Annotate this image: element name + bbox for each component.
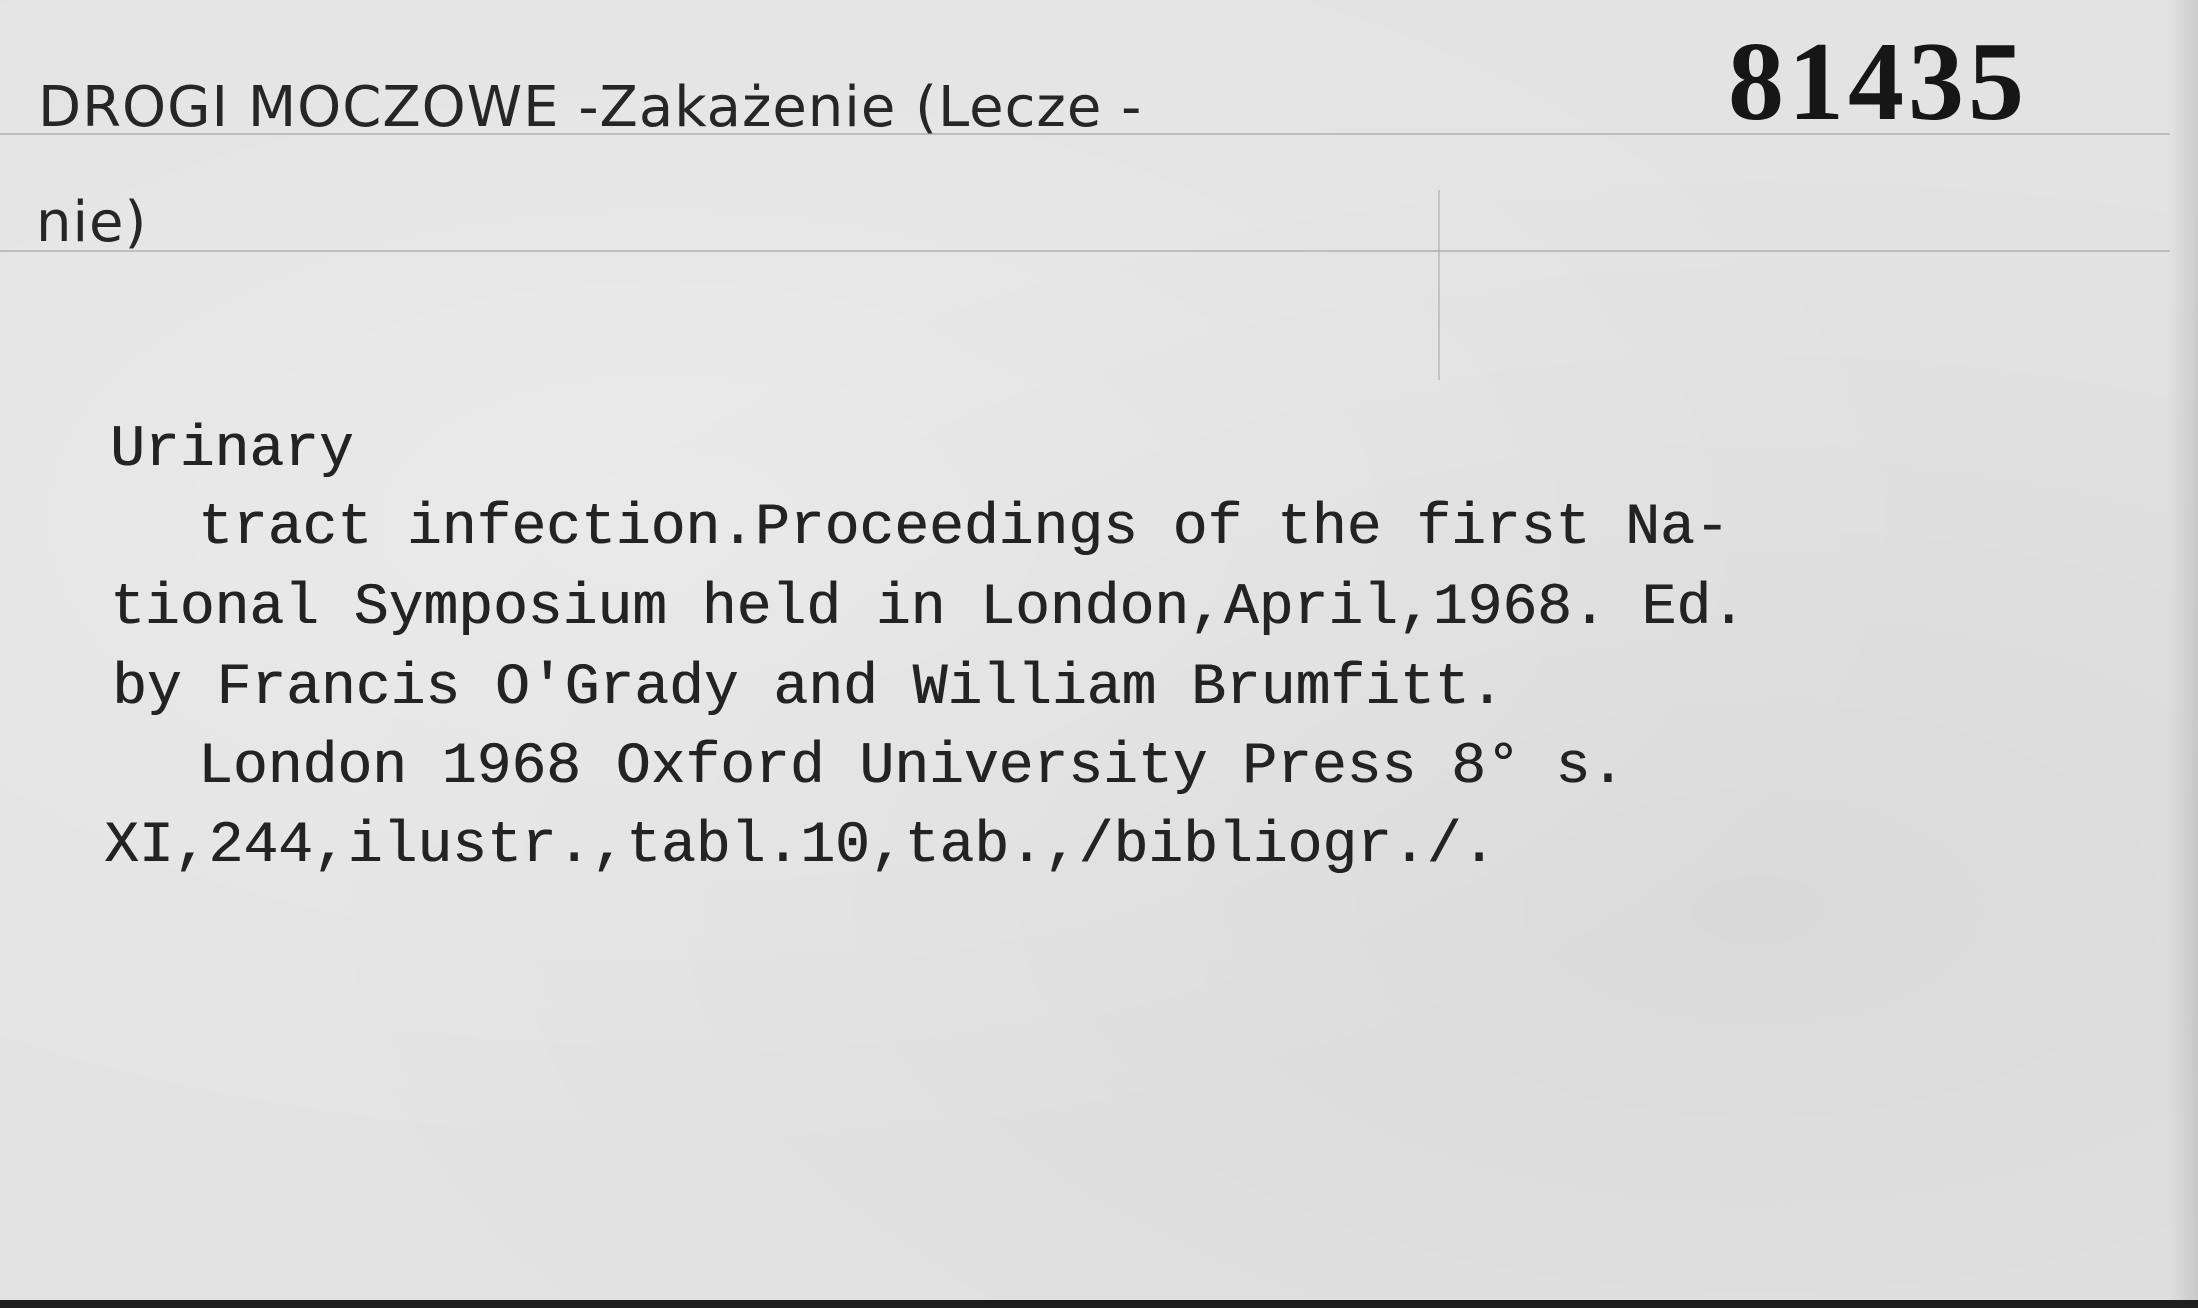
entry-imprint-line: London 1968 Oxford University Press 8° s.: [198, 735, 1626, 800]
entry-editors-line: by Francis O'Grady and William Brumfitt.: [112, 656, 1505, 721]
subject-heading-line-1: DROGI MOCZOWE -Zakażenie (Lecze -: [38, 75, 1143, 140]
entry-title-line-1: Urinary: [110, 418, 354, 483]
call-number: 81435: [1728, 20, 2028, 144]
vertical-guide-line: [1438, 190, 1440, 380]
ruled-line-second: [0, 250, 2170, 252]
entry-title-line-3: tional Symposium held in London,April,1968. Ed.: [110, 576, 1746, 641]
card-edge-shadow: [2168, 0, 2198, 1300]
entry-title-line-2: tract infection.Proceedings of the first Na-: [198, 496, 1730, 561]
subject-heading-line-2: nie): [36, 190, 148, 255]
entry-collation-line: XI,244,ilustr.,tabl.10,tab.,/bibliogr./.: [104, 814, 1497, 879]
